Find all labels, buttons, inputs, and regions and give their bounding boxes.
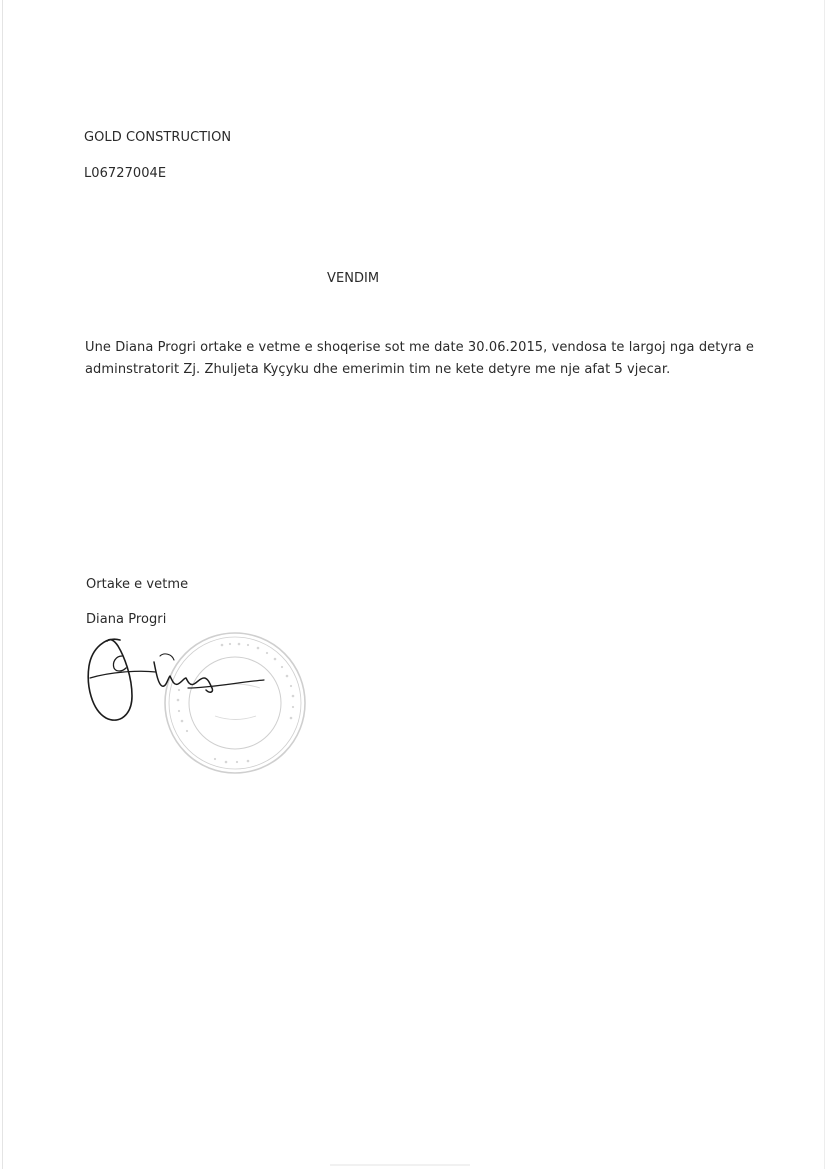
signer-name: Diana Progri: [86, 612, 167, 627]
scan-edge-left: [2, 0, 3, 1169]
document-title: VENDIM: [327, 271, 380, 286]
signer-role: Ortake e vetme: [86, 577, 189, 592]
scan-artifact: [330, 1164, 470, 1166]
company-id: L06727004E: [84, 166, 167, 181]
body-line: adminstratorit Zj. Zhuljeta Kyçyku dhe emerimin tim ne kete detyre me nje afat 5 vjecar.: [85, 362, 671, 377]
scan-edge-right: [824, 0, 825, 1169]
company-name: GOLD CONSTRUCTION: [84, 130, 232, 145]
handwritten-signature-icon: [80, 632, 280, 727]
body-line: Une Diana Progri ortake e vetme e shoqerise sot me date 30.06.2015, vendosa te largoj nga detyra e: [85, 340, 754, 355]
